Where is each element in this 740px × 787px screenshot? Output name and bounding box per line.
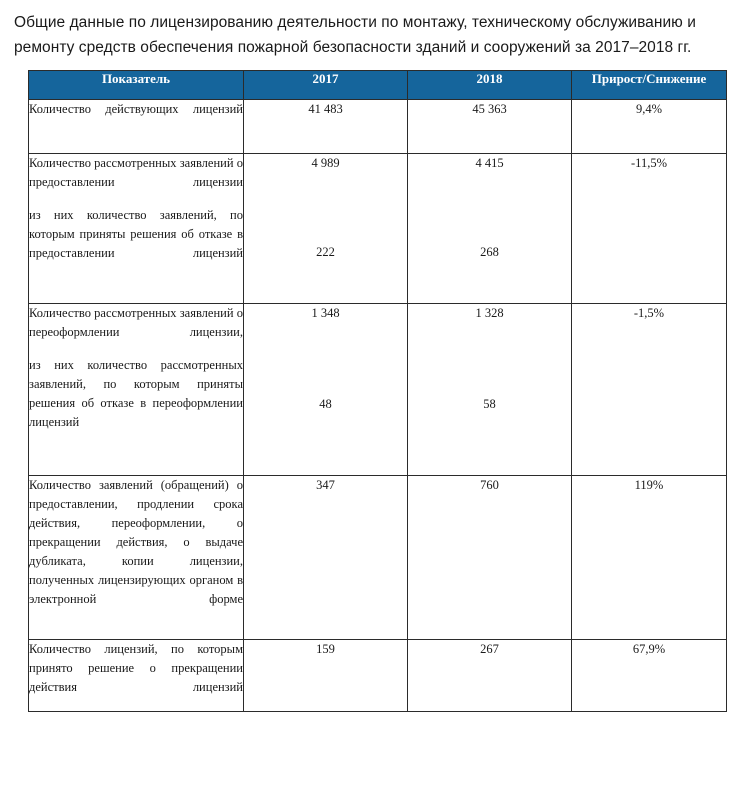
table-row [29, 640, 727, 712]
value-2017: 347 [316, 478, 335, 492]
table-row [29, 476, 727, 640]
table-row [29, 154, 727, 304]
indicator-text: Количество заявлений (обращений) о предоставлении, продлении срока действия, переоформлении, о прекращении действия, о выдаче дубликата, копии лицензии, полученных лицензирующих органом в электронной форме [29, 478, 243, 606]
row-delta-cell [572, 476, 727, 640]
value-2017-sub: 48 [319, 397, 332, 411]
column-header-delta: Прирост/Снижение [572, 71, 727, 100]
value-2018: 1 328 [475, 306, 504, 320]
row-indicator-cell [29, 154, 244, 304]
indicator-text: Количество рассмотренных заявлений о переоформлении лицензии, [29, 306, 243, 339]
column-header-2017: 2017 [244, 71, 408, 100]
row-indicator-cell [29, 304, 244, 476]
column-header-indicator: Показатель [29, 71, 244, 100]
licensing-data-table [28, 70, 727, 712]
row-2017-cell [244, 100, 408, 154]
row-delta-cell [572, 154, 727, 304]
row-indicator-cell [29, 640, 244, 712]
table-body [29, 100, 727, 712]
value-delta: 119% [634, 478, 664, 492]
value-delta: 67,9% [632, 642, 666, 656]
table-header-row [29, 71, 727, 100]
column-header-2018: 2018 [408, 71, 572, 100]
row-2017-cell [244, 476, 408, 640]
row-2018-cell [408, 640, 572, 712]
value-delta: 9,4% [635, 102, 663, 116]
table-row [29, 304, 727, 476]
value-2017: 4 989 [311, 156, 340, 170]
row-indicator-cell [29, 100, 244, 154]
row-delta-cell [572, 640, 727, 712]
row-2018-cell [408, 304, 572, 476]
value-2018: 4 415 [475, 156, 504, 170]
row-2017-cell [244, 304, 408, 476]
row-2018-cell [408, 476, 572, 640]
indicator-subtext: из них количество рассмотренных заявлений, по которым приняты решения об отказе в переоформлении лицензий [29, 358, 243, 429]
value-2018: 267 [480, 642, 499, 656]
row-2017-cell [244, 640, 408, 712]
page-title: Общие данные по лицензированию деятельности по монтажу, техническому обслуживанию и ремонту средств обеспечения пожарной безопасности зданий и сооружений за 2017–2018 гг. [14, 14, 696, 56]
value-2018: 45 363 [472, 102, 507, 116]
value-2018: 760 [480, 478, 499, 492]
row-delta-cell [572, 304, 727, 476]
value-2017: 1 348 [311, 306, 340, 320]
value-2017-sub: 222 [316, 245, 335, 259]
row-2018-cell [408, 100, 572, 154]
indicator-text: Количество рассмотренных заявлений о предоставлении лицензии [29, 156, 243, 189]
table-header [29, 71, 727, 100]
value-2017: 41 483 [308, 102, 343, 116]
value-2018-sub: 58 [483, 397, 496, 411]
value-delta: -11,5% [631, 156, 667, 170]
value-delta: -1,5% [633, 306, 665, 320]
indicator-subtext: из них количество заявлений, по которым приняты решения об отказе в предоставлении лицензий [29, 208, 243, 260]
value-2017: 159 [316, 642, 335, 656]
indicator-text: Количество действующих лицензий [29, 102, 243, 116]
row-delta-cell [572, 100, 727, 154]
table-row [29, 100, 727, 154]
indicator-text: Количество лицензий, по которым принято решение о прекращении действия лицензий [29, 642, 243, 694]
row-2018-cell [408, 154, 572, 304]
row-indicator-cell [29, 476, 244, 640]
row-2017-cell [244, 154, 408, 304]
value-2018-sub: 268 [480, 245, 499, 259]
